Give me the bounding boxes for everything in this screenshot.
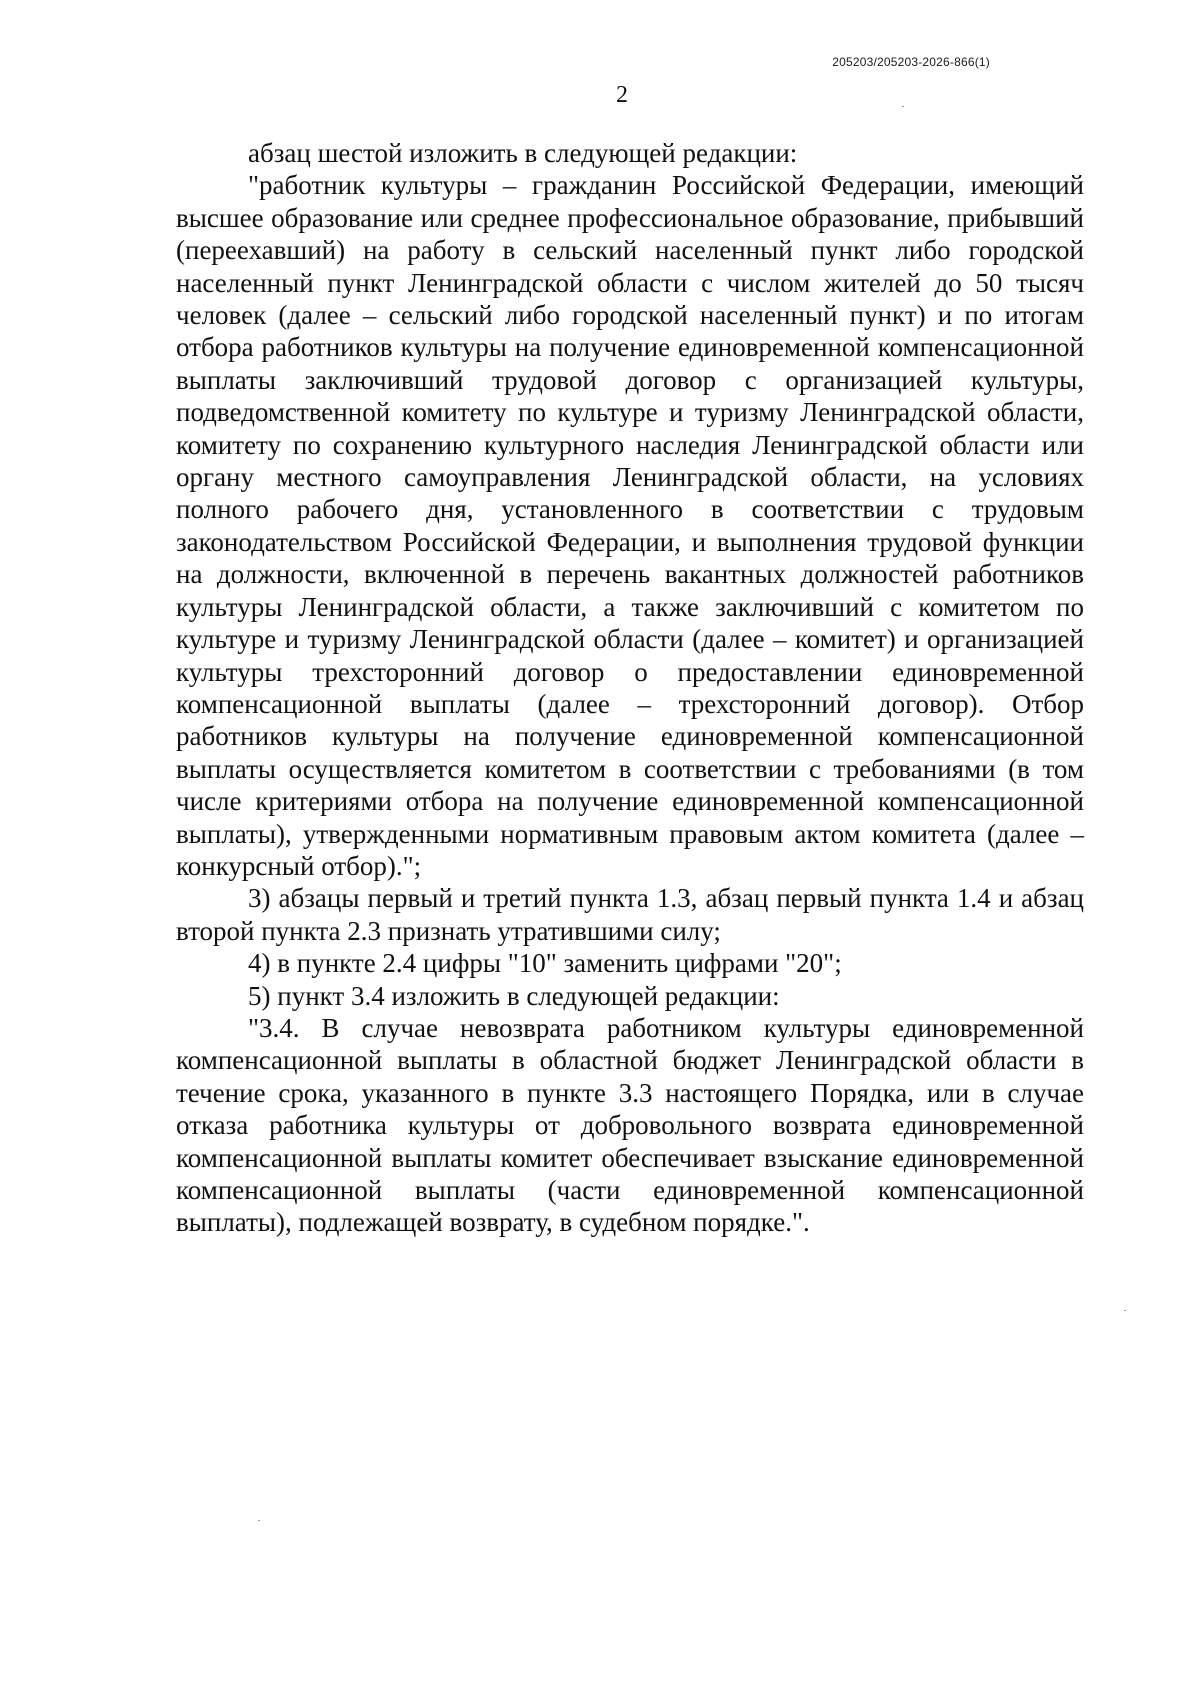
- paragraph-definition: "работник культуры – гражданин Российской Федерации, имеющий высшее образование или среднее профессиональное образование, прибывший (переехавший) на работу в сельский населенный пункт либо городской населенный пункт Ленинградской области с числом жителей до 50 тысяч человек (далее – сельский либо городской населенный пункт) и по итогам отбора работников культуры на получение единовременной компенсационной выплаты заключивший трудовой договор с организацией культуры, подведомственной комитету по культуре и туризму Ленинградской области, комитету по сохранению культурного наследия Ленинградской области или органу местного самоуправления Ленинградской области, на условиях полного рабочего дня, установленного в соответствии с трудовым законодательством Российской Федерации, и выполнения трудовой функции на должности, включенной в перечень вакантных должностей работников культуры Ленинградской области, а также заключивший с комитетом по культуре и туризму Ленинградской области (далее – комитет) и организацией культуры трехсторонний договор о предоставлении единовременной компенсационной выплаты (далее – трехсторонний договор). Отбор работников культуры на получение единовременной компенсационной выплаты осуществляется комитетом в соответствии с требованиями (в том числе критериями отбора на получение единовременной компенсационной выплаты), утвержденными нормативным правовым актом комитета (далее – конкурсный отбор).";: [176, 170, 1084, 881]
- paragraph-intro: абзац шестой изложить в следующей редакции:: [248, 138, 798, 168]
- scan-speck: [1124, 1310, 1126, 1311]
- page-number: 2: [616, 82, 628, 108]
- paragraph-item-3: 3) абзацы первый и третий пункта 1.3, абзац первый пункта 1.4 и абзац второй пункта 2.3 признать утратившими силу;: [176, 883, 1084, 946]
- scan-speck: [258, 1520, 260, 1521]
- document-id: 205203/205203-2026-866(1): [832, 55, 990, 69]
- scan-speck: [902, 106, 904, 107]
- paragraph-item-5: 5) пункт 3.4 изложить в следующей редакции:: [248, 980, 780, 1011]
- document-body: [176, 137, 1084, 1239]
- paragraph-item-4: 4) в пункте 2.4 цифры "10" заменить цифрами "20";: [248, 948, 842, 979]
- paragraph-clause-3-4: "3.4. В случае невозврата работником культуры единовременной компенсационной выплаты в областной бюджет Ленинградской области в течение срока, указанного в пункте 3.3 настоящего Порядка, или в случае отказа работника культуры от добровольного возврата единовременной компенсационной выплаты комитет обеспечивает взыскание единовременной компенсационной выплаты (части единовременной компенсационной выплаты), подлежащей возврату, в судебном порядке.".: [176, 1012, 1084, 1238]
